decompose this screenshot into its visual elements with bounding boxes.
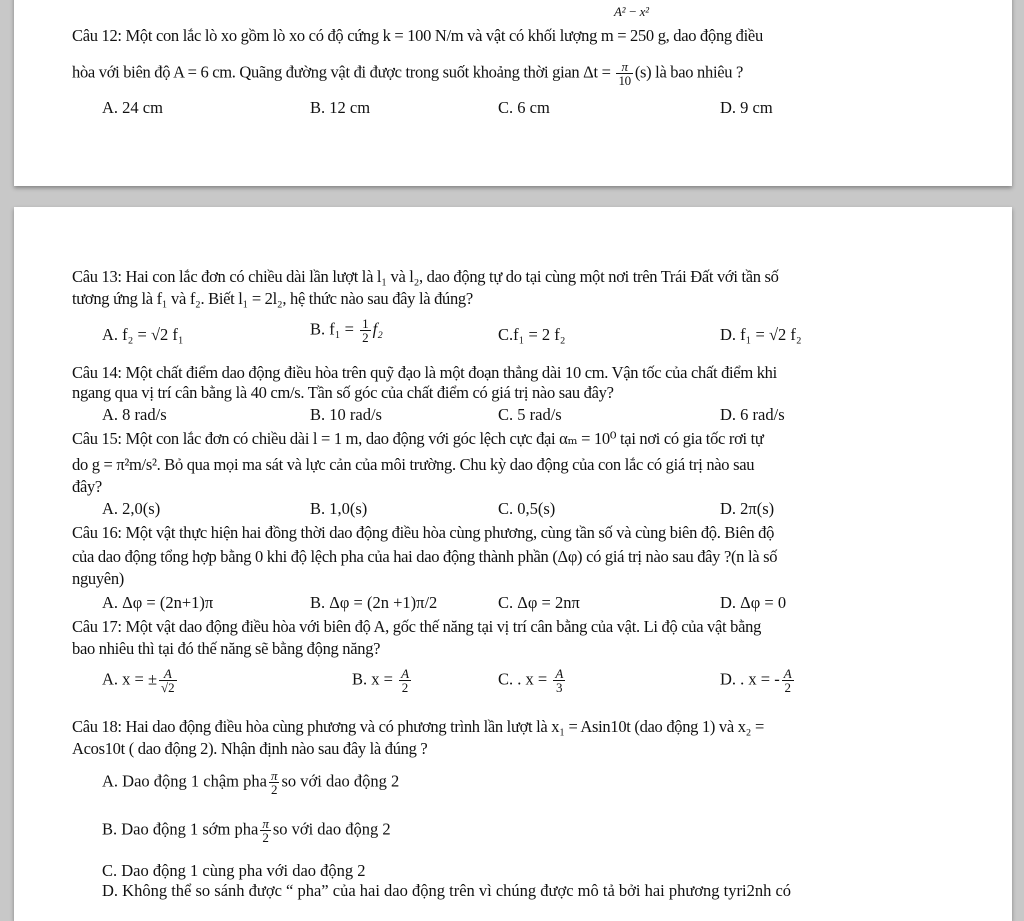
q16-option-c[interactable]: C. Δφ = 2nπ [498,593,580,612]
prev-page-formula: A² − x² [614,4,649,19]
q18-option-a-text: A. Dao động 1 chậm pha [102,771,267,791]
q12-frac-num: π [616,60,632,74]
q13-frac-num: 1 [362,316,369,331]
q17-option-d-fraction [782,667,794,694]
q14-option-d[interactable]: D. 6 rad/s [720,405,785,424]
q17-c-frac-num: A [555,666,564,681]
q17-option-a-fraction [159,667,177,694]
q12-frac-den: 10 [618,73,631,88]
q18-option-b[interactable] [102,817,391,844]
q13-line-1: Câu 13: Hai con lắc đơn có chiều dài lần lượt là l₁ và l₂, dao động tự do tại cùng một nơi trên Trái Đất với tần số [72,267,779,286]
q16-line-2: của dao động tổng hợp bằng 0 khi độ lệch pha của hai dao động thành phần (Δφ) có giá trị nào sau đây ?(n là số [72,547,778,566]
q12-fraction [616,60,632,87]
q16-option-b[interactable]: B. Δφ = (2n +1)π/2 [310,593,438,612]
q17-option-d[interactable] [720,667,796,694]
q12-line-2-tail: (s) là bao nhiêu ? [634,62,744,82]
q13-option-b-tail: f₂ [372,319,383,339]
q18-option-b-tail: so với dao động 2 [272,819,391,839]
q18-option-a-fraction [269,769,280,796]
q13-option-a[interactable]: A. f₂ = √2 f₁ [102,325,184,344]
q13-line-2: tương ứng là f₁ và f₂. Biết l₁ = 2l₂, hệ thức nào sau đây là đúng? [72,289,473,308]
q18-b-frac-num: π [262,816,269,831]
q17-option-b-text: B. x = [352,669,398,689]
q12-line-2 [72,60,743,87]
q12-line-1: Câu 12: Một con lắc lò xo gồm lò xo có độ cứng k = 100 N/m và vật có khối lượng m = 250 g, dao động điều [72,26,763,45]
q12-option-d[interactable]: D. 9 cm [720,98,773,117]
q17-option-c-text: C. . x = [498,669,552,689]
q12-option-a[interactable]: A. 24 cm [102,98,163,117]
q17-d-frac-num: A [783,666,792,681]
q17-option-c[interactable] [498,667,567,694]
q14-option-c[interactable]: C. 5 rad/s [498,405,562,424]
document-page-2 [14,207,1012,921]
q12-option-b[interactable]: B. 12 cm [310,98,371,117]
q16-line-1: Câu 16: Một vật thực hiện hai đồng thời dao động điều hòa cùng phương, cùng tần số và cùng biên độ. Biên độ [72,523,775,542]
q17-c-frac-den: 3 [556,680,563,695]
q15-option-b[interactable]: B. 1,0(s) [310,499,368,518]
q13-frac-den: 2 [362,330,369,345]
q13-option-b[interactable] [310,317,383,344]
q18-option-b-text: B. Dao động 1 sớm pha [102,819,259,839]
q18-option-c[interactable]: C. Dao động 1 cùng pha với dao động 2 [102,861,366,880]
q17-line-1: Câu 17: Một vật dao động điều hòa với biên độ A, gốc thế năng tại vị trí cân bằng của vật. Li độ của vật bằng [72,617,762,636]
q14-line-2: ngang qua vị trí cân bằng là 40 cm/s. Tần số góc của chất điểm có giá trị nào sau đây? [72,383,614,402]
q17-d-frac-den: 2 [784,680,791,695]
q13-option-d[interactable]: D. f₁ = √2 f₂ [720,325,802,344]
document-page-1 [14,0,1012,186]
q15-line-3: đây? [72,477,102,496]
q18-option-b-fraction [260,817,271,844]
q12-option-c[interactable]: C. 6 cm [498,98,550,117]
q15-option-a[interactable]: A. 2,0(s) [102,499,161,518]
q18-option-a-tail: so với dao động 2 [281,771,400,791]
q17-option-b[interactable] [352,667,413,694]
q18-line-1: Câu 18: Hai dao động điều hòa cùng phương và có phương trình lần lượt là x₁ = Asin10t (dao động 1) và x₂ = [72,717,764,736]
q14-option-a[interactable]: A. 8 rad/s [102,405,167,424]
q17-line-2: bao nhiêu thì tại đó thế năng sẽ bằng động năng? [72,639,381,658]
q15-option-d[interactable]: D. 2π(s) [720,499,775,518]
q17-option-a-text: A. x = ± [102,669,158,689]
q15-line-1: Câu 15: Một con lắc đơn có chiều dài l = 1 m, dao động với góc lệch cực đại αₘ = 10⁰ tại nơi có gia tốc rơi tự [72,429,764,448]
q13-option-c[interactable]: C.f₁ = 2 f₂ [498,325,566,344]
q15-line-2: do g = π²m/s². Bỏ qua mọi ma sát và lực cản của môi trường. Chu kỳ dao động của con lắc có giá trị nào sau [72,455,755,474]
q17-a-frac-den: √2 [161,680,175,695]
q18-option-a[interactable] [102,769,399,796]
q17-b-frac-den: 2 [401,680,409,695]
q18-a-frac-den: 2 [270,782,278,797]
q13-option-b-text: B. f₁ = [310,319,359,339]
q17-option-c-fraction [553,667,565,694]
q17-option-a[interactable] [102,667,179,694]
q13-option-b-fraction [360,317,371,344]
q17-option-d-text: D. . x = - [720,669,780,689]
q14-option-b[interactable]: B. 10 rad/s [310,405,382,424]
q15-option-c[interactable]: C. 0,5(s) [498,499,556,518]
q18-a-frac-num: π [270,768,278,783]
q18-option-d[interactable]: D. Không thể so sánh được “ pha” của hai dao động trên vì chúng được mô tả bởi hai phương tyri2nh có [102,881,792,900]
q18-b-frac-den: 2 [262,830,269,845]
q16-option-a[interactable]: A. Δφ = (2n+1)π [102,593,214,612]
q18-line-2: Acos10t ( dao động 2). Nhận định nào sau đây là đúng ? [72,739,428,758]
q17-b-frac-num: A [401,666,410,681]
q12-line-2-text: hòa với biên độ A = 6 cm. Quãng đường vật đi được trong suốt khoảng thời gian Δt = [72,62,615,82]
q17-a-frac-num: A [159,667,177,681]
q14-line-1: Câu 14: Một chất điểm dao động điều hòa trên quỹ đạo là một đoạn thẳng dài 10 cm. Vận tốc của chất điểm khi [72,363,777,382]
q17-option-b-fraction [399,667,411,694]
q16-line-3: nguyên) [72,569,124,588]
q16-option-d[interactable]: D. Δφ = 0 [720,593,787,612]
